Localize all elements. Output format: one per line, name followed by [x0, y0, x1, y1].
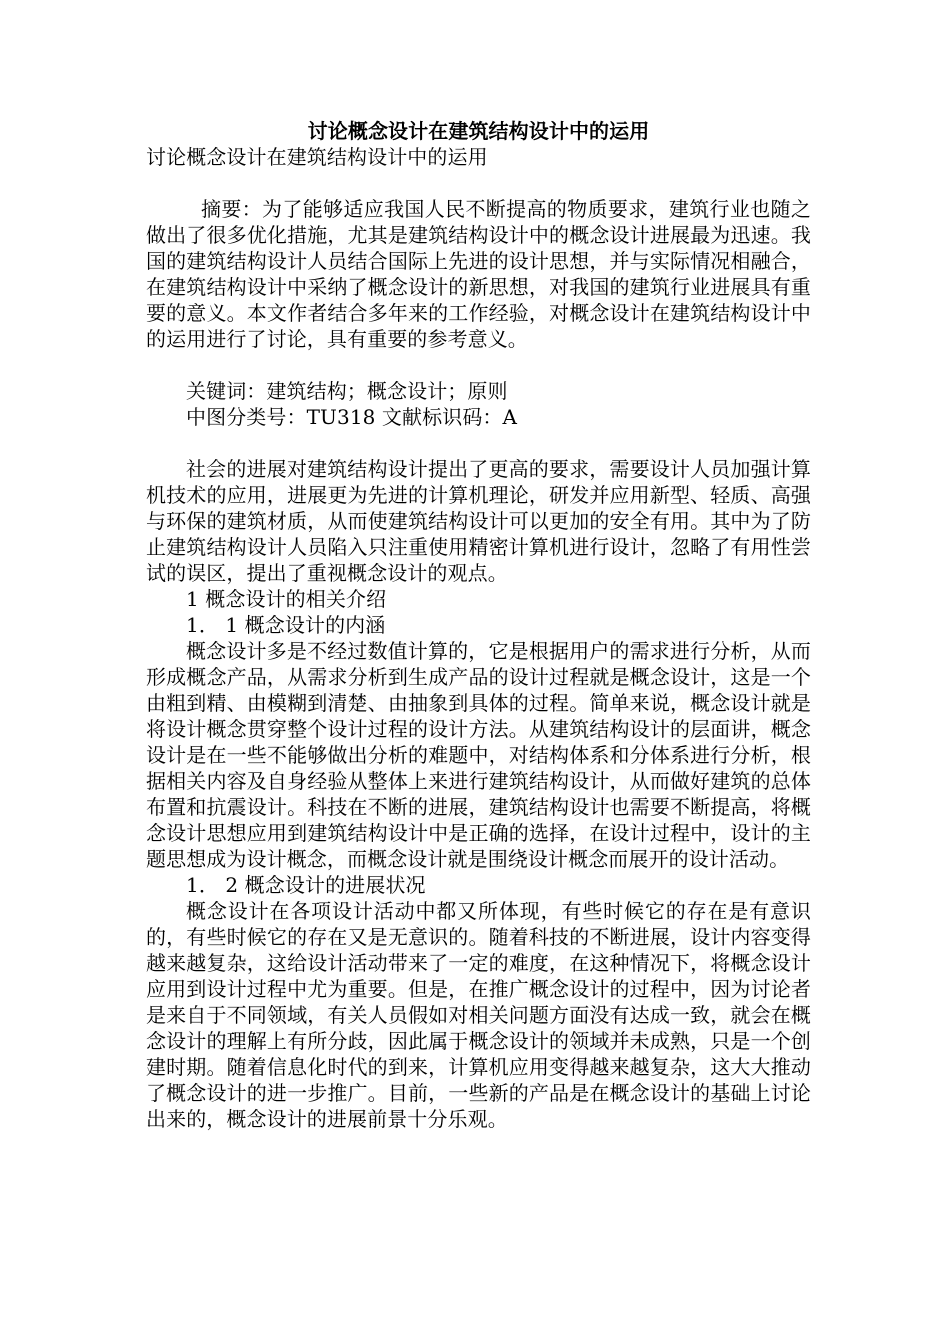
spacer: [146, 352, 811, 378]
section-heading: 1 概念设计的相关介绍: [186, 587, 387, 611]
spacer: [146, 430, 811, 456]
intro-paragraph: 社会的进展对建筑结构设计提出了更高的要求，需要设计人员加强计算机技术的应用，进展更为先进的计算机理论，研发并应用新型、轻质、高强与环保的建筑材质，从而使建筑结构设计可以更加的安全有用。其中为了防止建筑结构设计人员陷入只注重使用精密计算机进行设计，忽略了有用性尝试的误区，提出了重视概念设计的观点。: [146, 457, 811, 585]
document-subtitle: 讨论概念设计在建筑结构设计中的运用: [146, 145, 488, 169]
classification-line: 中图分类号：TU318 文献标识码：A: [186, 405, 518, 429]
spacer: [146, 170, 811, 196]
document-title: 讨论概念设计在建筑结构设计中的运用: [307, 119, 650, 143]
document-page: [146, 118, 811, 1132]
subsection-heading: 1． 2 概念设计的进展状况: [186, 873, 426, 897]
subsection-heading: 1． 1 概念设计的内涵: [186, 613, 386, 637]
abstract-paragraph: 摘要：为了能够适应我国人民不断提高的物质要求，建筑行业也随之做出了很多优化措施，尤其是建筑结构设计中的概念设计进展最为迅速。我国的建筑结构设计人员结合国际上先进的设计思想，并与实际情况相融合，在建筑结构设计中采纳了概念设计的新思想，对我国的建筑行业进展具有重要的意义。本文作者结合多年来的工作经验，对概念设计在建筑结构设计中的运用进行了讨论，具有重要的参考意义。: [146, 197, 811, 351]
body-paragraph: 概念设计在各项设计活动中都又所体现，有些时候它的存在是有意识的，有些时候它的存在又是无意识的。随着科技的不断进展，设计内容变得越来越复杂，这给设计活动带来了一定的难度，在这种情况下，将概念设计应用到设计过程中尤为重要。但是，在推广概念设计的过程中，因为讨论者是来自于不同领域，有关人员假如对相关问题方面没有达成一致，就会在概念设计的理解上有所分歧，因此属于概念设计的领域并未成熟，只是一个创建时期。随着信息化时代的到来，计算机应用变得越来越复杂，这大大推动了概念设计的进一步推广。目前，一些新的产品是在概念设计的基础上讨论出来的，概念设计的进展前景十分乐观。: [146, 899, 811, 1131]
keywords-line: 关键词：建筑结构；概念设计；原则: [186, 379, 508, 403]
body-paragraph: 概念设计多是不经过数值计算的，它是根据用户的需求进行分析，从而形成概念产品，从需求分析到生成产品的设计过程就是概念设计，这是一个由粗到精、由模糊到清楚、由抽象到具体的过程。简单来说，概念设计就是将设计概念贯穿整个设计过程的设计方法。从建筑结构设计的层面讲，概念设计是在一些不能够做出分析的难题中，对结构体系和分体系进行分析，根据相关内容及自身经验从整体上来进行建筑结构设计，从而做好建筑的总体布置和抗震设计。科技在不断的进展，建筑结构设计也需要不断提高，将概念设计思想应用到建筑结构设计中是正确的选择，在设计过程中，设计的主题思想成为设计概念，而概念设计就是围绕设计概念而展开的设计活动。: [146, 639, 811, 871]
